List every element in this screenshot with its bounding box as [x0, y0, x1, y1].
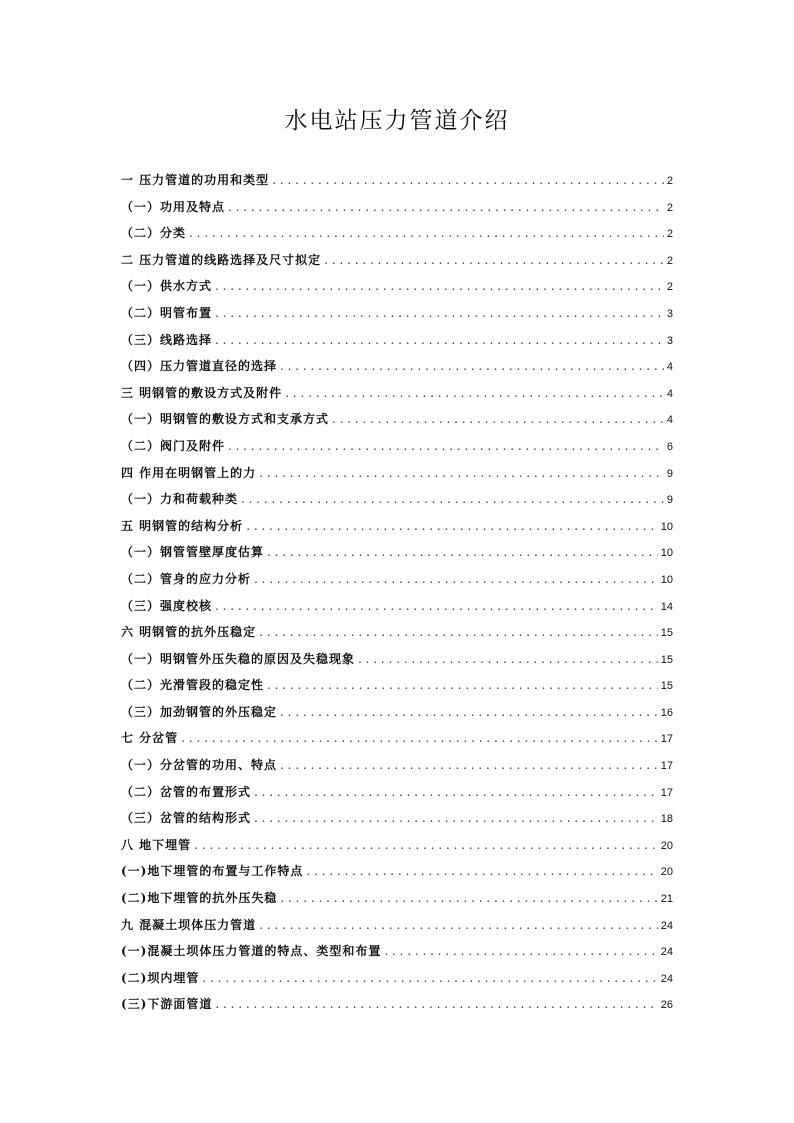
- toc-entry[interactable]: [121, 357, 673, 384]
- toc-entry-page-number: 2: [666, 201, 673, 214]
- toc-entry[interactable]: [121, 464, 673, 491]
- toc-entry-label: （三）线路选择: [121, 332, 213, 347]
- toc-dot-leader: [280, 891, 657, 905]
- toc-entry-label: 五 明钢管的结构分析: [121, 518, 244, 533]
- toc-dot-leader: [254, 785, 658, 799]
- toc-entry-page-number: 14: [660, 600, 673, 613]
- toc-entry-label: （一）力和荷载种类: [121, 492, 239, 507]
- toc-entry[interactable]: [121, 224, 673, 251]
- toc-entry-label: 八 地下埋管: [121, 837, 192, 852]
- toc-entry-page-number: 3: [666, 307, 673, 320]
- toc-entry-label: （二）明管布置: [121, 305, 213, 320]
- toc-entry[interactable]: [121, 517, 673, 544]
- toc-entry-label: 七 分岔管: [121, 731, 179, 746]
- toc-dot-leader: [254, 811, 658, 825]
- toc-entry-page-number: 26: [660, 999, 673, 1012]
- toc-entry-page-number: 9: [666, 494, 673, 507]
- toc-dot-leader: [280, 359, 664, 373]
- toc-entry-label: （二）阀门及附件: [121, 438, 226, 453]
- toc-entry[interactable]: [121, 969, 673, 996]
- toc-entry[interactable]: [121, 543, 673, 570]
- toc-dot-leader: [189, 226, 664, 240]
- toc-dot-leader: [306, 864, 657, 878]
- toc-entry-page-number: 24: [660, 919, 673, 932]
- toc-entry[interactable]: [121, 995, 673, 1022]
- toc-dot-leader: [384, 944, 657, 958]
- toc-dot-leader: [202, 971, 657, 985]
- toc-entry[interactable]: [121, 304, 673, 331]
- toc-dot-leader: [267, 678, 658, 692]
- toc-entry-page-number: 17: [660, 760, 673, 773]
- toc-dot-leader: [272, 173, 664, 187]
- toc-entry-page-number: 4: [666, 387, 673, 400]
- toc-entry-page-number: 2: [666, 228, 673, 241]
- toc-entry-page-number: 20: [660, 839, 673, 852]
- toc-entry-label: （一）供水方式: [121, 279, 213, 294]
- toc-entry-label: （一）功用及特点: [121, 199, 226, 214]
- toc-entry[interactable]: [121, 783, 673, 810]
- toc-dot-leader: [332, 412, 664, 426]
- toc-dot-leader: [358, 652, 658, 666]
- toc-dot-leader: [324, 253, 664, 267]
- toc-entry[interactable]: [121, 277, 673, 304]
- toc-entry-label: 二 压力管道的线路选择及尺寸拟定: [121, 252, 322, 267]
- toc-dot-leader: [194, 838, 658, 852]
- toc-entry-label: (三)下游面管道: [121, 997, 213, 1012]
- table-of-contents: [121, 171, 673, 1022]
- toc-entry-page-number: 4: [666, 361, 673, 374]
- toc-dot-leader: [259, 625, 658, 639]
- toc-entry[interactable]: [121, 942, 673, 969]
- toc-entry[interactable]: [121, 756, 673, 783]
- toc-entry-page-number: 24: [660, 946, 673, 959]
- toc-entry[interactable]: [121, 384, 673, 411]
- toc-entry-page-number: 15: [660, 680, 673, 693]
- toc-entry-label: （二）岔管的布置形式: [121, 784, 252, 799]
- toc-entry[interactable]: [121, 251, 673, 278]
- toc-entry-page-number: 4: [666, 414, 673, 427]
- toc-entry-page-number: 20: [660, 866, 673, 879]
- toc-entry[interactable]: [121, 331, 673, 358]
- toc-entry[interactable]: [121, 703, 673, 730]
- toc-entry-page-number: 6: [666, 440, 673, 453]
- toc-entry-label: （三）岔管的结构形式: [121, 811, 252, 826]
- toc-entry[interactable]: [121, 570, 673, 597]
- toc-entry-label: （三）强度校核: [121, 598, 213, 613]
- toc-dot-leader: [215, 997, 657, 1011]
- toc-dot-leader: [259, 466, 664, 480]
- toc-entry-page-number: 10: [660, 520, 673, 533]
- toc-entry-label: (一)混凝土坝体压力管道的特点、类型和布置: [121, 944, 382, 959]
- toc-dot-leader: [181, 731, 658, 745]
- document-title: 水电站压力管道介绍: [284, 108, 510, 134]
- toc-dot-leader: [259, 918, 658, 932]
- toc-entry-label: 三 明钢管的敷设方式及附件: [121, 385, 283, 400]
- toc-entry-page-number: 18: [660, 813, 673, 826]
- toc-entry-label: 六 明钢管的抗外压稳定: [121, 625, 257, 640]
- toc-entry[interactable]: [121, 836, 673, 863]
- toc-entry[interactable]: [121, 650, 673, 677]
- toc-dot-leader: [267, 545, 658, 559]
- toc-entry-label: （三）加劲钢管的外压稳定: [121, 704, 278, 719]
- toc-dot-leader: [280, 758, 658, 772]
- toc-entry-page-number: 17: [660, 786, 673, 799]
- toc-entry-page-number: 15: [660, 653, 673, 666]
- toc-entry[interactable]: [121, 809, 673, 836]
- toc-dot-leader: [285, 386, 664, 400]
- toc-dot-leader: [215, 599, 658, 613]
- toc-entry-label: (二)地下埋管的抗外压失稳: [121, 891, 278, 906]
- toc-entry[interactable]: [121, 597, 673, 624]
- toc-dot-leader: [228, 439, 664, 453]
- toc-entry-label: （一）明钢管的敷设方式和支承方式: [121, 412, 330, 427]
- toc-entry-page-number: 10: [660, 547, 673, 560]
- toc-entry-label: （二）分类: [121, 226, 187, 241]
- toc-entry[interactable]: [121, 623, 673, 650]
- toc-entry-page-number: 3: [666, 334, 673, 347]
- toc-entry[interactable]: [121, 889, 673, 916]
- toc-entry-page-number: 9: [666, 467, 673, 480]
- toc-entry-label: (一)地下埋管的布置与工作特点: [121, 864, 304, 879]
- toc-entry-page-number: 2: [666, 281, 673, 294]
- toc-entry-page-number: 24: [660, 972, 673, 985]
- toc-entry[interactable]: [121, 198, 673, 225]
- toc-entry-label: 九 混凝土坝体压力管道: [121, 917, 257, 932]
- toc-entry-page-number: 2: [666, 254, 673, 267]
- toc-dot-leader: [254, 572, 658, 586]
- toc-entry-label: 四 作用在明钢管上的力: [121, 465, 257, 480]
- toc-dot-leader: [228, 200, 664, 214]
- toc-entry-label: （二）管身的应力分析: [121, 571, 252, 586]
- toc-entry-label: 一 压力管道的功用和类型: [121, 173, 270, 187]
- toc-dot-leader: [280, 705, 658, 719]
- toc-dot-leader: [246, 519, 658, 533]
- toc-entry-label: （二）光滑管段的稳定性: [121, 678, 265, 693]
- toc-entry-label: （一）钢管管壁厚度估算: [121, 545, 265, 560]
- toc-dot-leader: [241, 492, 664, 506]
- toc-dot-leader: [215, 306, 664, 320]
- toc-entry-page-number: 21: [660, 893, 673, 906]
- toc-entry-label: （一）分岔管的功用、特点: [121, 758, 278, 773]
- toc-entry[interactable]: [121, 437, 673, 464]
- toc-entry[interactable]: [121, 676, 673, 703]
- toc-entry-label: (二)坝内埋管: [121, 970, 200, 985]
- toc-entry[interactable]: [121, 916, 673, 943]
- toc-entry-page-number: 10: [660, 573, 673, 586]
- toc-entry[interactable]: [121, 490, 673, 517]
- toc-entry-label: （一）明钢管外压失稳的原因及失稳现象: [121, 651, 356, 666]
- toc-entry[interactable]: [121, 729, 673, 756]
- toc-entry-page-number: 2: [666, 175, 673, 187]
- toc-entry[interactable]: [121, 862, 673, 889]
- toc-entry[interactable]: [121, 410, 673, 437]
- toc-entry-page-number: 16: [660, 706, 673, 719]
- toc-entry[interactable]: [121, 171, 673, 198]
- toc-entry-page-number: 17: [660, 733, 673, 746]
- toc-entry-page-number: 15: [660, 627, 673, 640]
- toc-entry-label: （四）压力管道直径的选择: [121, 359, 278, 374]
- toc-dot-leader: [215, 279, 664, 293]
- toc-dot-leader: [215, 333, 664, 347]
